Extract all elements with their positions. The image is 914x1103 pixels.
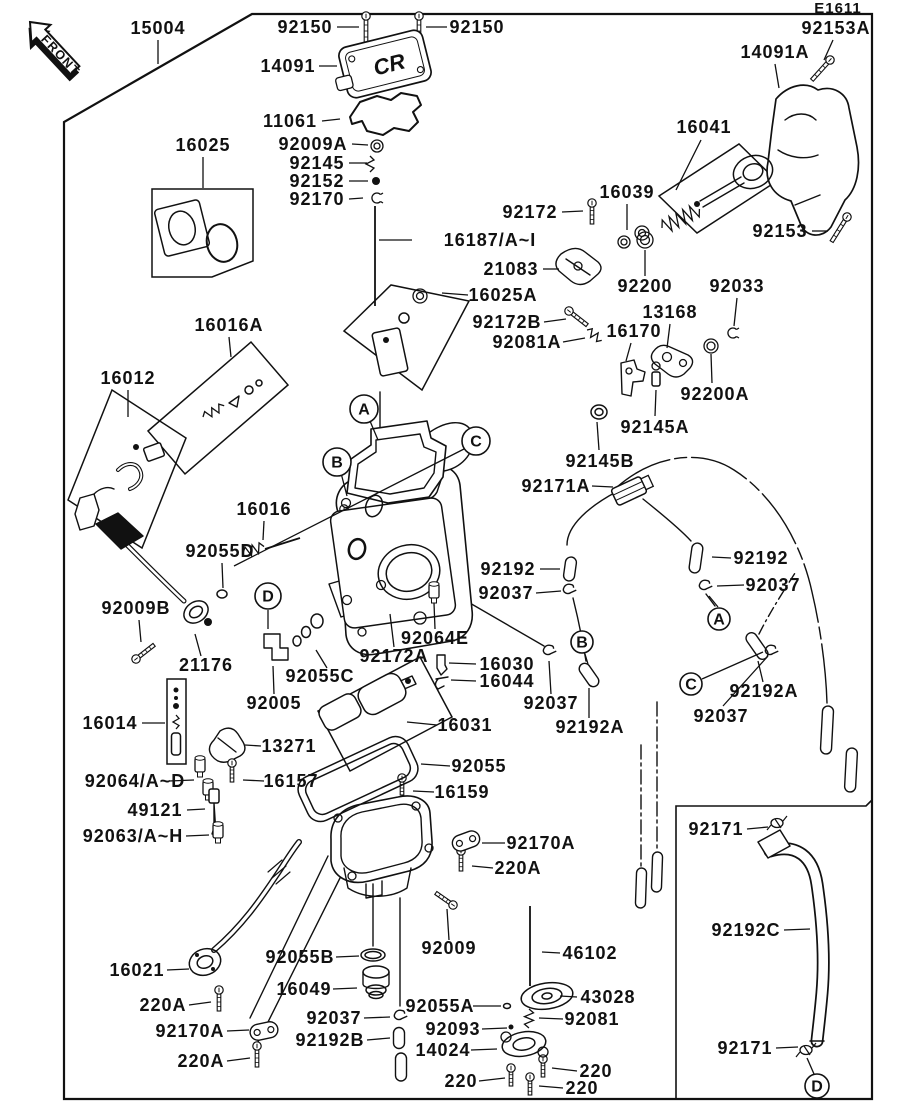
ref-bubble-C xyxy=(680,673,702,695)
part-label-16044: 16044 xyxy=(479,671,535,691)
part-label-15004: 15004 xyxy=(130,18,186,38)
ref-bubble-C xyxy=(462,427,490,455)
part-label-220A: 220A xyxy=(494,858,542,878)
part-label-11061: 11061 xyxy=(262,111,318,131)
part-label-92171: 92171 xyxy=(688,819,744,839)
part-label-16012: 16012 xyxy=(100,368,156,388)
part-label-92081A: 92081A xyxy=(492,332,562,352)
part-label-92172B: 92172B xyxy=(472,312,542,332)
ref-bubble-letter: B xyxy=(331,454,343,472)
part-label-16025: 16025 xyxy=(175,135,231,155)
part-label-16030: 16030 xyxy=(479,654,535,674)
part-label-49121: 49121 xyxy=(127,800,183,820)
small-part-dot xyxy=(195,953,199,957)
small-part-dot xyxy=(694,201,700,207)
part-label-92055A: 92055A xyxy=(405,996,475,1016)
part-label-21083: 21083 xyxy=(483,259,539,279)
part-label-16187AI: 16187/A~I xyxy=(443,230,537,250)
tube-icon xyxy=(820,706,833,755)
part-label-92009: 92009 xyxy=(421,938,477,958)
part-label-92170: 92170 xyxy=(289,189,345,209)
plug-16049-body xyxy=(363,972,389,989)
part-label-92064AD: 92064/A~D xyxy=(84,771,186,791)
part-label-92064E: 92064E xyxy=(400,628,470,648)
ref-bubble-letter: A xyxy=(358,401,370,419)
part-label-16041: 16041 xyxy=(676,117,732,137)
part-label-92037: 92037 xyxy=(693,706,749,726)
part-label-16016: 16016 xyxy=(236,499,292,519)
jet-tip xyxy=(216,838,221,843)
small-part-dot xyxy=(204,618,212,626)
ref-bubble-letter: D xyxy=(811,1078,823,1096)
part-label-92171A: 92171A xyxy=(521,476,591,496)
part-label-220A: 220A xyxy=(139,995,187,1015)
jet-cap xyxy=(195,756,205,760)
part-label-92055B: 92055B xyxy=(265,947,335,967)
diagram-code: E1611 xyxy=(814,0,862,17)
small-part-dot xyxy=(405,678,411,684)
part-label-92152: 92152 xyxy=(289,171,345,191)
part-label-16157: 16157 xyxy=(263,771,319,791)
part-label-92055D: 92055D xyxy=(185,541,255,561)
part-label-92192C: 92192C xyxy=(711,920,781,940)
part-label-92170A: 92170A xyxy=(155,1021,225,1041)
part-label-16025A: 16025A xyxy=(468,285,538,305)
part-outline xyxy=(172,733,181,755)
tube-icon xyxy=(651,852,662,892)
ref-bubble-letter: B xyxy=(576,634,588,652)
part-label-92055C: 92055C xyxy=(285,666,355,686)
part-label-16014: 16014 xyxy=(82,713,138,733)
part-label-92145A: 92145A xyxy=(620,417,690,437)
part-label-16021: 16021 xyxy=(109,960,165,980)
tube-body xyxy=(635,868,646,908)
tube-icon xyxy=(394,1028,405,1049)
ref-bubble-letter: A xyxy=(713,611,725,629)
ref-bubble-B xyxy=(571,631,593,653)
part-label-16049: 16049 xyxy=(276,979,332,999)
part-label-92171: 92171 xyxy=(717,1038,773,1058)
tube-body xyxy=(396,1053,407,1081)
part-label-92081: 92081 xyxy=(564,1009,620,1029)
ref-bubble-A xyxy=(708,608,730,630)
part-label-16170: 16170 xyxy=(606,321,662,341)
part-label-92037: 92037 xyxy=(745,575,801,595)
part-label-92172: 92172 xyxy=(502,202,558,222)
small-part-dot xyxy=(174,688,179,693)
jet-tip xyxy=(432,598,437,603)
part-label-14091A: 14091A xyxy=(740,42,810,62)
part-label-92200A: 92200A xyxy=(680,384,750,404)
part-label-92005: 92005 xyxy=(246,693,302,713)
small-part-dot xyxy=(509,1025,514,1030)
part-label-92200: 92200 xyxy=(617,276,673,296)
part-label-220: 220 xyxy=(579,1061,613,1081)
part-label-92150: 92150 xyxy=(449,17,505,37)
small-part-dot xyxy=(173,703,179,709)
part-label-92009B: 92009B xyxy=(101,598,171,618)
small-part-dot xyxy=(133,444,139,450)
part-label-92009A: 92009A xyxy=(278,134,348,154)
small-part-dot xyxy=(211,967,215,971)
part-label-92145B: 92145B xyxy=(565,451,635,471)
part-label-13271: 13271 xyxy=(261,736,317,756)
front-arrow-label: FRONT xyxy=(38,32,83,79)
part-label-92033: 92033 xyxy=(709,276,765,296)
tube-body xyxy=(820,706,833,755)
ref-bubble-letter: D xyxy=(262,588,274,606)
part-label-16031: 16031 xyxy=(437,715,493,735)
part-label-92192: 92192 xyxy=(480,559,536,579)
part-label-92192A: 92192A xyxy=(729,681,799,701)
part-label-92153A: 92153A xyxy=(801,18,871,38)
tube-icon xyxy=(844,748,857,793)
part-label-16159: 16159 xyxy=(434,782,490,802)
tube-icon xyxy=(635,868,646,908)
part-label-92037: 92037 xyxy=(478,583,534,603)
part-label-46102: 46102 xyxy=(562,943,618,963)
part-label-220: 220 xyxy=(565,1078,599,1098)
part-label-16016A: 16016A xyxy=(194,315,264,335)
part-label-220A: 220A xyxy=(177,1051,225,1071)
part-outline xyxy=(209,789,219,803)
part-label-14091: 14091 xyxy=(260,56,316,76)
part-label-13168: 13168 xyxy=(642,302,698,322)
ref-bubble-letter: C xyxy=(685,676,697,694)
small-part-dot xyxy=(174,696,178,700)
part-label-220: 220 xyxy=(444,1071,478,1091)
part-label-92172A: 92172A xyxy=(359,646,429,666)
part-label-92192B: 92192B xyxy=(295,1030,365,1050)
jet-cap xyxy=(429,582,439,586)
part-label-92192A: 92192A xyxy=(555,717,625,737)
part-label-92145: 92145 xyxy=(289,153,345,173)
tube-body xyxy=(844,748,857,793)
ref-bubble-A xyxy=(350,395,378,423)
small-part-dot xyxy=(372,177,380,185)
tube-body xyxy=(651,852,662,892)
part-label-21176: 21176 xyxy=(178,655,234,675)
part-label-92055: 92055 xyxy=(451,756,507,776)
jet-cap xyxy=(203,779,213,783)
part-label-92150: 92150 xyxy=(277,17,333,37)
small-part-dot xyxy=(383,337,389,343)
part-label-16039: 16039 xyxy=(599,182,655,202)
part-label-92170A: 92170A xyxy=(506,833,576,853)
ref-bubble-D xyxy=(255,583,281,609)
jet-tip xyxy=(198,772,203,777)
part-label-92063AH: 92063/A~H xyxy=(82,826,184,846)
tube-body xyxy=(394,1028,405,1049)
part-label-92037: 92037 xyxy=(523,693,579,713)
part-label-14024: 14024 xyxy=(415,1040,471,1060)
part-label-92093: 92093 xyxy=(425,1019,481,1039)
cover-marking: CR xyxy=(370,48,408,81)
ref-bubble-B xyxy=(323,448,351,476)
ref-bubble-letter: C xyxy=(470,433,482,451)
part-label-43028: 43028 xyxy=(580,987,636,1007)
part-outline xyxy=(652,372,660,386)
jet-cap xyxy=(213,822,223,826)
part-label-92192: 92192 xyxy=(733,548,789,568)
part-label-92153: 92153 xyxy=(752,221,808,241)
part-label-92037: 92037 xyxy=(306,1008,362,1028)
part-outline xyxy=(329,497,456,629)
ref-bubble-D xyxy=(805,1074,829,1098)
tube-icon xyxy=(396,1053,407,1081)
